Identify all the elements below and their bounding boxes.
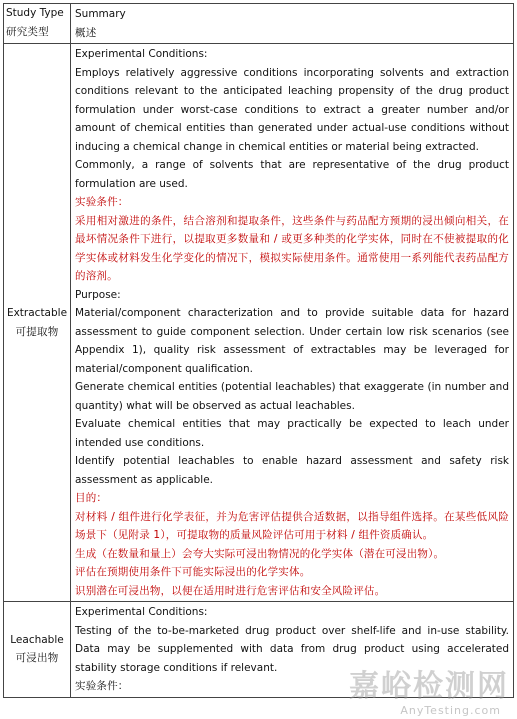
- table-header-row: [4, 4, 514, 44]
- leachable-type-en: Leachable: [10, 633, 64, 646]
- extractable-conditions-cn: 采用相对激进的条件，结合溶剂和提取条件，这些条件与药品配方预期的浸出倾向相关，在最坏情况条件下进行，以提取更多数量和 / 或更多种类的化学实体，同时在不使被提取的化学实体或材料发生化学变化的情况下，模拟实际使用条件。通常使用一系列能代表药品配方的溶剂。: [75, 214, 509, 282]
- extractable-conditions-label-cn: 实验条件：: [75, 196, 129, 208]
- extractable-purpose-en-3: Evaluate chemical entities that may practically be expected to leach under intended use conditions.: [75, 418, 509, 449]
- leachable-type-cn: 可浸出物: [15, 652, 59, 665]
- extractable-type-en: Extractable: [6, 307, 68, 319]
- extractable-summary-cell: [71, 44, 514, 602]
- extractable-purpose-cn-4: 识别潜在可浸出物，以便在适用时进行危害评估和安全风险评估。: [75, 584, 386, 597]
- header-type-cell: [4, 4, 71, 44]
- extractable-purpose-en-2: Generate chemical entities (potential leachables) that exaggerate (in number and quantity) what will be observed as actual leachables.: [75, 381, 509, 412]
- study-type-table: [3, 3, 514, 698]
- header-summary-cell: [71, 4, 514, 44]
- extractable-conditions-en-1: Employs relatively aggressive conditions incorporating solvents and extraction conditions relevant to the anticipated leaching propensity of the drug product formulation under worst-case conditions to extract a greater number and/or amount of chemical entities than generated under actual-use conditions without inducing a chemical change in chemical entities or material being extracted.: [75, 66, 509, 153]
- extractable-purpose-label-cn: 目的：: [75, 492, 108, 504]
- watermark-logo-text: 嘉峪检测网: [349, 669, 509, 704]
- header-summary-cn: 概述: [75, 26, 97, 39]
- table-row-extractable: [4, 44, 514, 602]
- header-type-en: Study Type: [6, 7, 64, 19]
- extractable-purpose-en-1: Material/component characterization and to provide suitable data for hazard assessment to guide component selection. Under certain low risk scenarios (see Appendix 1), quality risk assessment of extractables may be leveraged for material/component qualification.: [75, 307, 509, 375]
- leachable-conditions-en: Testing of the to-be-marketed drug product over shelf-life and in-use stability. Data may be supplemented with data from drug product using accelerated stability storage conditions if relevant.: [75, 624, 509, 674]
- extractable-conditions-en-2: Commonly, a range of solvents that are representative of the drug product formulation are used.: [75, 159, 509, 190]
- extractable-conditions-label-en: Experimental Conditions:: [75, 48, 208, 60]
- extractable-purpose-label-en: Purpose:: [75, 288, 121, 301]
- leachable-conditions-label-cn: 实验条件：: [75, 680, 129, 692]
- extractable-purpose-cn-1: 对材料 / 组件进行化学表征，并为危害评估提供合适数据，以指导组件选择。在某些低风险场景下（见附录 1），可提取物的质量风险评估可用于材料 / 组件资质确认。: [75, 510, 509, 541]
- watermark-url: AnyTesting.com: [400, 704, 501, 717]
- header-summary-en: Summary: [75, 8, 126, 20]
- extractable-purpose-cn-2: 生成（在数量和量上）会夸大实际可浸出物情况的化学实体（潜在可浸出物）。: [75, 547, 445, 560]
- extractable-type-cn: 可提取物: [15, 325, 59, 338]
- extractable-purpose-cn-3: 评估在预期使用条件下可能实际浸出的化学实体。: [75, 566, 311, 578]
- extractable-purpose-en-4: Identify potential leachables to enable hazard assessment and safety risk assessment as applicable.: [75, 455, 509, 486]
- leachable-type-cell: [4, 602, 71, 698]
- extractable-type-cell: [4, 44, 71, 602]
- leachable-conditions-label-en: Experimental Conditions:: [75, 606, 208, 618]
- header-type-cn: 研究类型: [6, 25, 49, 38]
